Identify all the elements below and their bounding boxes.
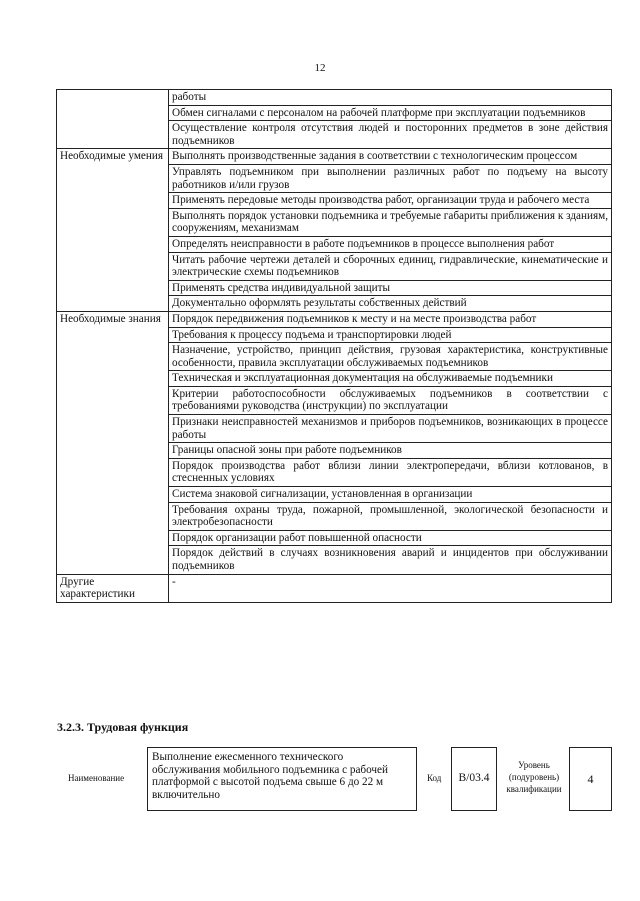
table-cell: Порядок действий в случаях возникновения аварий и инцидентов при обслуживании подъемников [169,546,612,574]
table-row [57,90,612,106]
table-cell: Порядок организации работ повышенной опасности [169,530,612,546]
level-value: 4 [569,747,612,811]
table-cell: Документально оформлять результаты собственных действий [169,296,612,312]
table-cell: Осуществление контроля отсутствия людей и посторонних предметов в зоне действия подъемников [169,121,612,149]
table-cell: Обмен сигналами с персоналом на рабочей платформе при эксплуатации подъемников [169,105,612,121]
table-cell: Требования к процессу подъема и транспортировки людей [169,327,612,343]
table-cell: - [169,574,612,602]
row-heading [57,90,169,149]
table-cell: работы [169,90,612,106]
table-cell: Выполнять производственные задания в соответствии с технологическим процессом [169,149,612,165]
table-cell: Порядок производства работ вблизи линии электропередачи, вблизи котлованов, в стесненных условиях [169,458,612,486]
table-cell: Определять неисправности в работе подъемников в процессе выполнения работ [169,236,612,252]
table-cell: Признаки неисправностей механизмов и приборов подъемников, возникающих в процессе работы [169,415,612,443]
table-row [57,311,612,327]
table-cell: Выполнять порядок установки подъемника и требуемые габариты приближения к зданиям, сооружениям, механизмам [169,208,612,236]
row-heading-other: Другие характеристики [57,574,169,602]
competency-table [56,89,612,603]
name-label: Наименование [68,773,125,783]
page-number: 12 [314,62,326,74]
table-cell: Критерии работоспособности обслуживаемых подъемников в соответствии с требованиями руководства (инструкции) по эксплуатации [169,386,612,414]
table-cell: Система знаковой сигнализации, установленная в организации [169,487,612,503]
table-cell: Читать рабочие чертежи деталей и сборочных единиц, гидравлические, кинематические и электрические схемы подъемников [169,252,612,280]
row-heading-knowledge: Необходимые знания [57,311,169,574]
section-title: 3.2.3. Трудовая функция [57,720,189,734]
table-cell: Порядок передвижения подъемников к месту и на месте производства работ [169,311,612,327]
table-cell: Требования охраны труда, пожарной, промышленной, экологической безопасности и электробезопасности [169,502,612,530]
labor-function-header [56,745,612,815]
table-cell: Применять средства индивидуальной защиты [169,280,612,296]
table-cell: Управлять подъемником при выполнении различных работ по подъему на высоту работников и/или грузов [169,164,612,192]
table-row [57,574,612,602]
table-cell: Применять передовые методы производства работ, организации труда и рабочего места [169,193,612,209]
table-cell: Границы опасной зоны при работе подъемников [169,443,612,459]
table-cell: Назначение, устройство, принцип действия, грузовая характеристика, конструктивные особенности, правила эксплуатации обслуживаемых подъемников [169,343,612,371]
code-value: B/03.4 [451,747,497,811]
table-row [57,149,612,165]
level-label: Уровень (подуровень) квалификации [506,760,562,794]
code-label: Код [427,773,442,783]
table-cell: Техническая и эксплуатационная документация на обслуживаемые подъемники [169,371,612,387]
name-value: Выполнение ежесменного технического обслуживания мобильного подъемника с рабочей платформой с высотой подъема свыше 6 до 22 м включительно [147,747,417,811]
row-heading-skills: Необходимые умения [57,149,169,312]
